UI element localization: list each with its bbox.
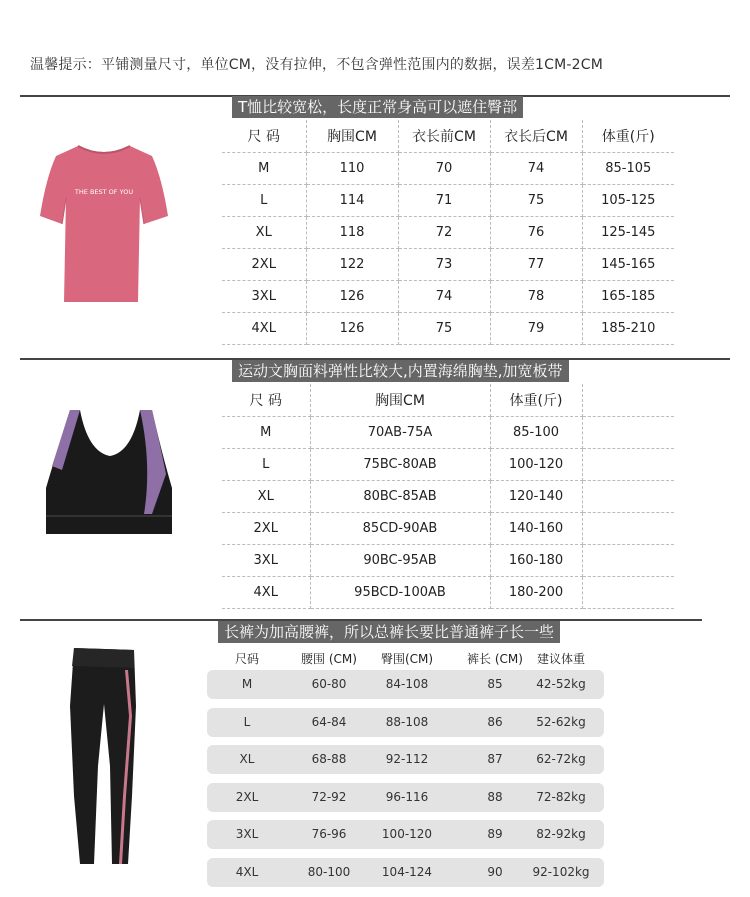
table-cell: 75BC-80AB [310, 448, 490, 480]
tshirt-print-text: THE BEST OF YOU [74, 188, 134, 196]
table-header-row [222, 120, 674, 152]
bra-image [40, 404, 178, 544]
table-cell: 42-52kg [536, 677, 586, 691]
pants-banner: 长裤为加高腰裤，所以总裤长要比普通裤子长一些 [218, 621, 560, 643]
table-cell: 4XL [235, 864, 259, 879]
table-cell: 75 [398, 312, 490, 344]
table-cell: 64-84 [311, 714, 347, 729]
table-header-row [222, 384, 674, 416]
table-cell: 125-145 [582, 216, 674, 248]
table-cell: M [222, 152, 306, 184]
table-cell: 3XL [222, 544, 310, 576]
table-row [207, 783, 604, 812]
table-cell-empty [582, 544, 674, 576]
pants-size-table-header [207, 650, 607, 668]
table-row [207, 708, 604, 737]
table-header-cell: 胸围CM [310, 384, 490, 416]
table-cell: 4XL [222, 312, 306, 344]
table-cell: 90BC-95AB [310, 544, 490, 576]
table-header-cell: 体重(斤) [582, 120, 674, 152]
table-row [222, 416, 674, 448]
table-cell: 185-210 [582, 312, 674, 344]
pants-image [66, 646, 142, 870]
table-cell: 85 [487, 677, 503, 691]
table-cell: 78 [490, 280, 582, 312]
table-cell: 85-100 [490, 416, 582, 448]
table-cell: 88-108 [385, 714, 429, 729]
bra-banner: 运动文胸面料弹性比较大,内置海绵胸垫,加宽板带 [232, 360, 569, 382]
table-cell: 85-105 [582, 152, 674, 184]
table-cell: 82-92kg [536, 827, 586, 841]
table-cell: 79 [490, 312, 582, 344]
table-cell-empty [582, 416, 674, 448]
table-cell: 145-165 [582, 248, 674, 280]
table-cell: 70AB-75A [310, 416, 490, 448]
table-cell: 114 [306, 184, 398, 216]
table-cell: 118 [306, 216, 398, 248]
table-row [222, 312, 674, 344]
table-cell: 100-120 [490, 448, 582, 480]
table-header-cell: 建议体重 [536, 652, 585, 666]
table-cell: 95BCD-100AB [310, 576, 490, 608]
table-cell: 89 [487, 827, 503, 841]
table-row [222, 248, 674, 280]
table-cell: 71 [398, 184, 490, 216]
table-header-cell: 臀围(CM) [380, 652, 434, 666]
table-row [207, 858, 604, 887]
table-cell-empty [582, 512, 674, 544]
table-cell: 105-125 [582, 184, 674, 216]
table-cell: 72 [398, 216, 490, 248]
table-header-cell: 腰围 (CM) [301, 652, 357, 666]
table-header-cell: 裤长 (CM) [467, 652, 523, 666]
tshirt-size-table [222, 120, 674, 345]
table-cell-empty [582, 448, 674, 480]
table-row [222, 448, 674, 480]
table-cell: 62-72kg [536, 752, 586, 766]
tshirt-banner: T恤比较宽松，长度正常身高可以遮住臀部 [232, 96, 523, 118]
table-header-cell: 体重(斤) [490, 384, 582, 416]
table-cell: 86 [487, 714, 503, 729]
table-cell: 60-80 [311, 677, 347, 691]
table-row [222, 216, 674, 248]
table-cell: 126 [306, 280, 398, 312]
table-cell: 84-108 [385, 677, 429, 691]
table-cell: M [222, 416, 310, 448]
table-row [222, 280, 674, 312]
table-cell: 73 [398, 248, 490, 280]
table-cell: 96-116 [385, 789, 429, 804]
table-cell: 160-180 [490, 544, 582, 576]
table-cell: 165-185 [582, 280, 674, 312]
table-cell: 74 [490, 152, 582, 184]
table-cell: 180-200 [490, 576, 582, 608]
table-cell: XL [239, 752, 255, 766]
size-notice: 温馨提示：平铺测量尺寸，单位CM，没有拉伸，不包含弹性范围内的数据，误差1CM-2CM [30, 57, 604, 73]
table-cell: M [241, 677, 253, 691]
table-cell: XL [222, 480, 310, 512]
table-cell: L [222, 448, 310, 480]
table-cell: 120-140 [490, 480, 582, 512]
bra-size-table [222, 384, 674, 609]
table-cell: 85CD-90AB [310, 512, 490, 544]
table-header-cell: 衣长前CM [398, 120, 490, 152]
table-cell: 2XL [222, 248, 306, 280]
table-row [207, 745, 604, 774]
table-cell: 2XL [222, 512, 310, 544]
table-cell-empty [582, 576, 674, 608]
table-header-cell: 胸围CM [306, 120, 398, 152]
table-header-cell: 尺 码 [222, 384, 310, 416]
table-cell: XL [222, 216, 306, 248]
table-cell: 87 [487, 752, 503, 766]
table-cell: 110 [306, 152, 398, 184]
table-cell: 74 [398, 280, 490, 312]
table-row [207, 820, 604, 849]
tshirt-image [38, 138, 170, 308]
table-cell: 68-88 [311, 752, 347, 766]
table-cell: 72-92 [311, 789, 347, 804]
tshirt-shape [40, 146, 168, 302]
table-cell: 90 [487, 864, 503, 879]
table-row [222, 184, 674, 216]
table-cell: 3XL [235, 827, 259, 841]
table-cell: 88 [487, 789, 503, 804]
table-header-cell: 衣长后CM [490, 120, 582, 152]
table-cell: 75 [490, 184, 582, 216]
table-cell: 140-160 [490, 512, 582, 544]
table-cell: 52-62kg [536, 714, 586, 729]
table-cell: 76 [490, 216, 582, 248]
table-cell-empty [582, 480, 674, 512]
table-cell: 126 [306, 312, 398, 344]
table-row [222, 544, 674, 576]
table-row [207, 670, 604, 699]
table-row [222, 512, 674, 544]
table-cell: 70 [398, 152, 490, 184]
table-cell: 122 [306, 248, 398, 280]
table-cell: 4XL [222, 576, 310, 608]
table-cell: 92-102kg [532, 864, 590, 879]
table-header-cell: 尺 码 [222, 120, 306, 152]
table-cell-empty [582, 384, 674, 416]
table-cell: 72-82kg [536, 789, 586, 804]
table-row [222, 480, 674, 512]
table-cell: 2XL [235, 789, 259, 804]
table-cell: 100-120 [381, 827, 433, 841]
table-cell: 76-96 [311, 827, 347, 841]
table-cell: 3XL [222, 280, 306, 312]
table-header-cell: 尺码 [234, 652, 259, 666]
table-row [222, 576, 674, 608]
table-cell: L [222, 184, 306, 216]
table-cell: L [243, 714, 251, 729]
table-cell: 80BC-85AB [310, 480, 490, 512]
table-cell: 92-112 [385, 752, 429, 766]
table-cell: 80-100 [307, 864, 351, 879]
table-cell: 77 [490, 248, 582, 280]
table-row [222, 152, 674, 184]
table-cell: 104-124 [381, 864, 433, 879]
